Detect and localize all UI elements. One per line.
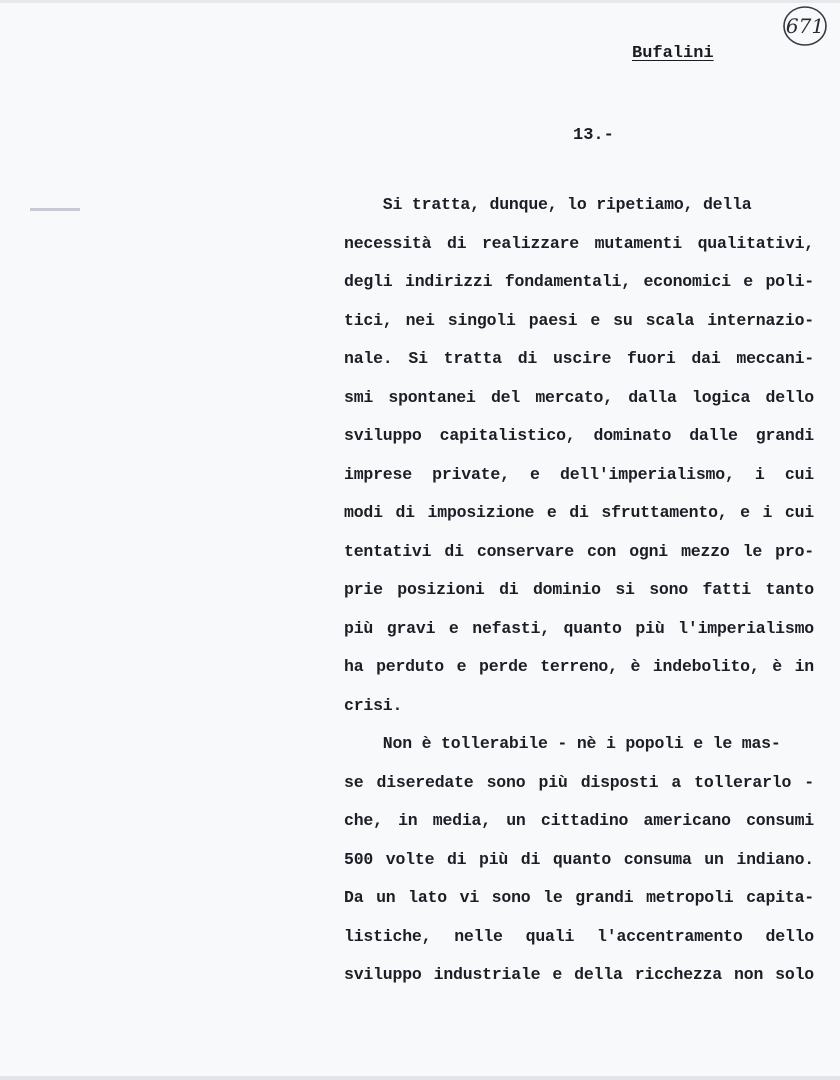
page-edge-bottom <box>0 1076 840 1080</box>
text-line: se diseredate sono più disposti a tollerarlo - <box>344 772 814 792</box>
body-text <box>344 186 814 995</box>
page-number: 13.- <box>573 126 614 145</box>
text-line: nale. Si tratta di uscire fuori dai meccani- <box>344 349 814 368</box>
text-line: imprese private, e dell'imperialismo, i cui <box>344 464 814 484</box>
text-line: 500 volte di più di quanto consuma un indiano. <box>344 849 814 869</box>
text-line: smi spontanei del mercato, dalla logica dello <box>344 387 814 407</box>
author-heading: Bufalini <box>632 44 714 63</box>
text-line: Da un lato vi sono le grandi metropoli capita- <box>344 888 814 907</box>
text-line: sviluppo capitalistico, dominato dalle grandi <box>344 426 814 445</box>
text-line: necessità di realizzare mutamenti qualitativi, <box>344 233 814 253</box>
text-line: prie posizioni di dominio si sono fatti tanto <box>344 580 814 599</box>
text-line: tentativi di conservare con ogni mezzo le pro- <box>344 541 814 561</box>
page-edge-top <box>0 0 840 3</box>
text-line: listiche, nelle quali l'accentramento dello <box>344 926 814 946</box>
text-line: che, in media, un cittadino americano consumi <box>344 811 814 830</box>
text-line: modi di imposizione e di sfruttamento, e i cui <box>344 503 814 522</box>
text-line: Si tratta, dunque, lo ripetiamo, della <box>344 195 752 214</box>
text-line: degli indirizzi fondamentali, economici e poli- <box>344 272 814 291</box>
text-line: sviluppo industriale e della ricchezza non solo <box>344 965 814 984</box>
text-line: ha perduto e perde terreno, è indebolito, è in <box>344 657 814 676</box>
margin-mark <box>30 208 80 211</box>
text-line: crisi. <box>344 695 403 715</box>
archive-number-stamp <box>781 4 829 48</box>
text-line: più gravi e nefasti, quanto più l'imperialismo <box>344 618 814 638</box>
archive-number-text: 671 <box>785 14 825 38</box>
text-line: tici, nei singoli paesi e su scala internazio- <box>344 310 814 330</box>
text-line: Non è tollerabile - nè i popoli e le mas- <box>344 734 781 753</box>
